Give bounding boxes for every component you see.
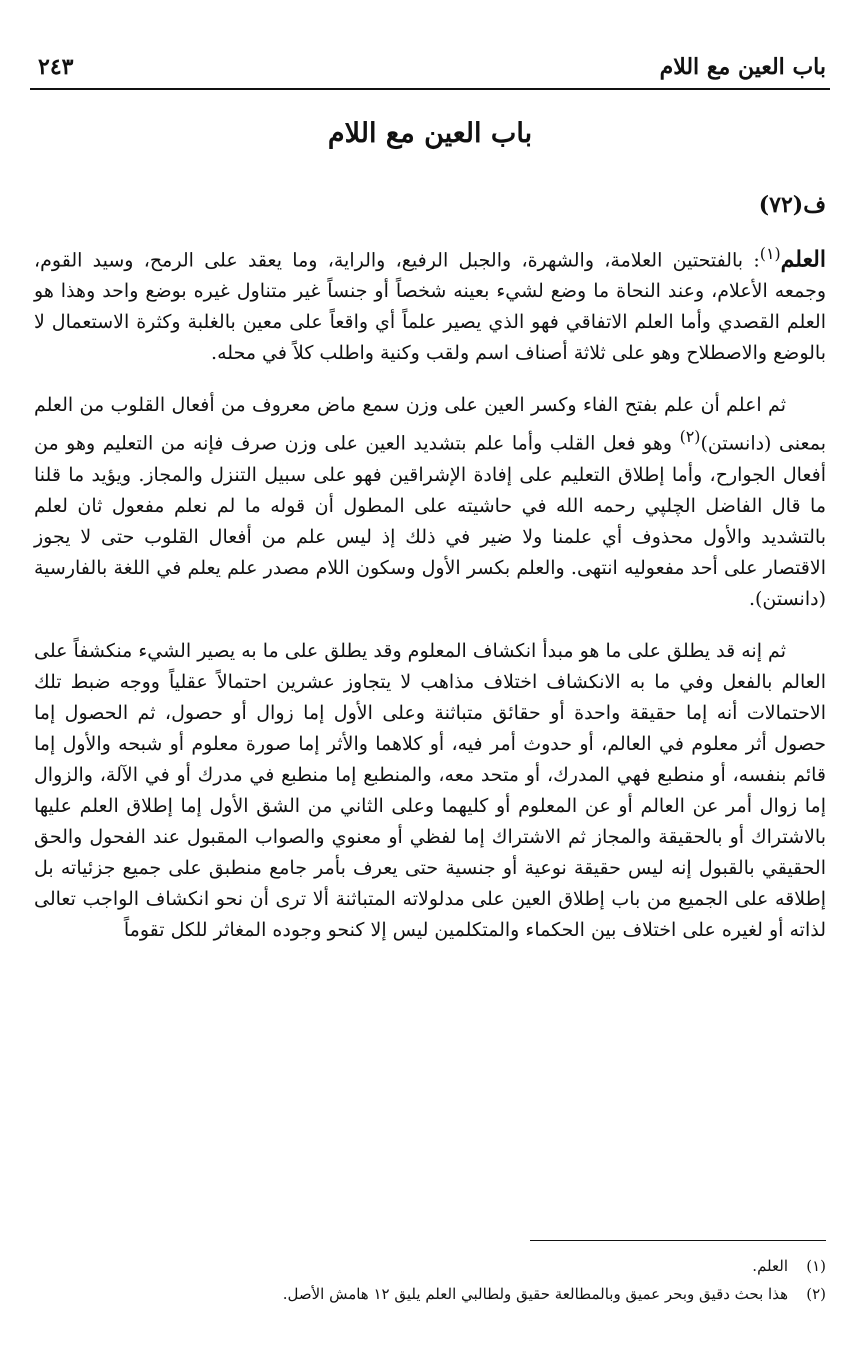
footnote-number: (١) <box>806 1257 826 1275</box>
footnote-text: العلم. <box>752 1257 788 1275</box>
paragraph-3 <box>34 636 826 946</box>
chapter-title: باب العين مع اللام <box>327 118 533 149</box>
footnote-text: هذا بحث دقيق وبحر عميق وبالمطالعة حقيق ولطالبي العلم يليق ١٢ هامش الأصل. <box>282 1285 788 1303</box>
paragraph-2 <box>34 390 826 614</box>
page-number: ٢٤٣ <box>38 54 74 80</box>
footnote-ref-2: (٢) <box>679 427 701 447</box>
footnote-number: (٢) <box>806 1285 826 1303</box>
footnotes <box>34 1252 826 1308</box>
footnote-1 <box>34 1252 826 1280</box>
paragraph-1 <box>34 238 826 369</box>
book-page <box>30 0 830 1368</box>
footnote-2 <box>34 1280 826 1308</box>
running-header <box>30 48 830 90</box>
paragraph-2-text-b: وهو فعل القلب وأما علم بتشديد العين على وزن صرف فإنه من التعليم وهو من أفعال الجوارح، وأما إطلاق التعليم على إفادة الإشراقين فهو على سبيل التنزل والمجاز. ويؤيد ما قلنا ما قال الفاضل الچلپي رحمه الله في حاشيته على المطول أن قوله ما لم نعلم مفعول ثان لعلم بالتشديد والأول محذوف أي علمنا ولا ضير في ذلك إذ ليس علم من أفعال القلوب حتى لا يجوز الاقتصار على أحد مفعوليه انتهى. والعلم بكسر الأول وسكون اللام مصدر علم يعلم في اللغة بالفارسية (دانستن). <box>34 432 826 610</box>
headword: العلم <box>780 246 826 273</box>
paragraph-3-text: ثم إنه قد يطلق على ما هو مبدأ انكشاف المعلوم وقد يطلق على ما به يصير الشيء منكشفاً على العالم بالفعل وفي ما به الانكشاف اختلاف مذاهب لا يتجاوز عشرين احتمالاً عقلياً ووجه ضبط تلك الاحتمالات أنه إما حقيقة واحدة أو حقائق متباثنة وعلى الأول إما زوال أو حصول، ثم الحصول إما حصول أثر معلوم في العالم، أو حدوث أمر فيه، أو كلاهما والأثر إما صورة معلوم أو شبحه والأول إما قائم بنفسه، أو منطبع فهي المدرك، أو متحد معه، والمنطبع إما منطبع في مدرك أو في الآلة، والزوال إما زوال أمر عن العالم أو عن المعلوم أو كليهما وعلى الثاني من الشق الأول إما إطلاق العلم عليها بالاشتراك أو بالحقيقة والمجاز ثم الاشتراك إما لفظي أو معنوي والصواب المقبول عند الفحول والحق الحقيقي بالقبول إنه ليس حقيقة نوعية أو جنسية حتى يعرف بأمر جامع منطبق على جميع جزئياته بل إطلاقه على الجميع من باب إطلاق العين على مدلولاته المتباثنة ألا ترى أن نحو انكشاف الواجب تعالى لذاته أو لغيره على اختلاف بين الحكماء والمتكلمين ليس إلا كنحو وجوده المغاثر للكل تقوماً <box>34 639 826 941</box>
paragraph-1-text: : بالفتحتين العلامة، والشهرة، والجبل الرفيع، والراية، وما يعقد على الرمح، وسيد القوم، وجمعه الأعلام، وعند النحاة ما وضع لشيء بعينه شخصاً أو جنساً غير متناول غيره بوضع واحد وهذا هو العلم القصدي وأما العلم الاتفاقي فهو الذي يصير علماً أي واقعاً على معين بالغلبة وكثرة الاستعمال لا بالوضع والاصطلاح وهو على ثلاثة أصناف اسم ولقب وكنية واطلب كلاً في محله. <box>34 249 826 365</box>
paragraph-2-text-a: ثم اعلم أن علم بفتح الفاء وكسر العين على وزن سمع ماض معروف من أفعال القلوب من العلم بمعنى (دانستن) <box>34 394 826 455</box>
body-text <box>34 238 826 967</box>
footnote-divider <box>530 1240 826 1241</box>
footnote-ref-1: (١) <box>759 244 781 263</box>
section-label: ف(٧٢) <box>758 192 826 218</box>
running-title: باب العين مع اللام <box>659 54 826 80</box>
